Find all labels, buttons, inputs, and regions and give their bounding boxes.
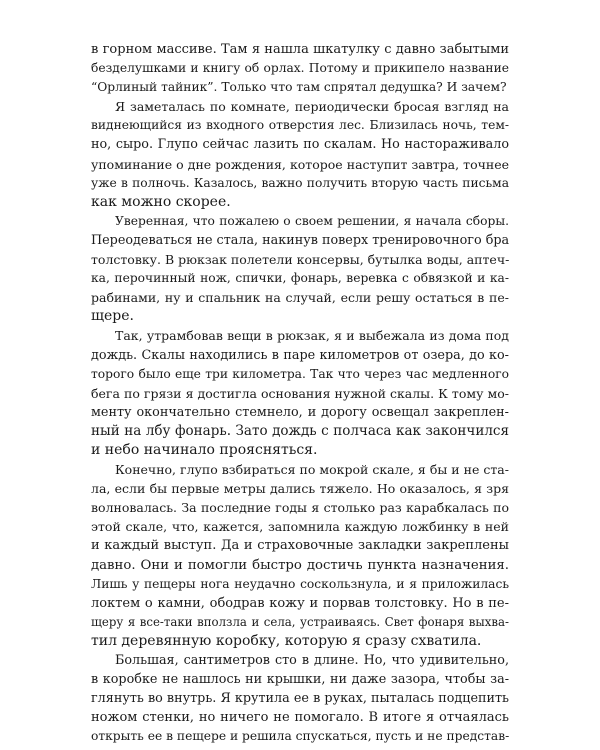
text-line: менту окончательно стемнело, и дорогу освещал закреплен- (91, 404, 509, 420)
text-line: локтем о камни, ободрав кожу и порвав толстовку. Но в пе- (91, 595, 509, 611)
text-line: дождь. Скалы находились в паре километров от озера, до ко- (91, 347, 509, 363)
text-line: торого было еще три километра. Так что через час медленного (91, 366, 509, 381)
text-line: Большая, сантиметров сто в длине. Но, что удивительно, (115, 653, 509, 668)
text-line: виднеющийся из входного отверстия лес. Близилась ночь, тем- (91, 118, 509, 133)
text-line: толстовку. В рюкзак полетели консервы, бутылка воды, аптеч- (91, 252, 510, 268)
text-line: бега по грязи я достигла основания нужной скалы. К тому мо- (91, 385, 509, 401)
text-line: щеру я все-таки вползла и села, устраиваясь. Свет фонаря выхва- (91, 614, 509, 629)
paragraph-4 (91, 326, 509, 460)
text-line: как можно скорее. (91, 193, 231, 210)
text-line: ка, перочинный нож, спички, фонарь, веревка с обвязкой и ка- (91, 271, 509, 286)
text-line: тил деревянную коробку, которую я сразу схватила. (91, 632, 482, 649)
text-line: “Орлиный тайник”. Только что там спрятал дедушка? И зачем? (91, 80, 507, 95)
text-line: волновалась. За последние годы я столько раз карабкалась по (91, 500, 509, 516)
text-line: в коробке не нашлось ни крышки, ни даже зазора, чтобы за- (91, 672, 509, 688)
paragraph-3 (91, 212, 509, 327)
text-line: глянуть во внутрь. Я крутила ее в руках, пыталась подцепить (91, 691, 509, 707)
text-line: Переодеваться не стала, накинув поверх тренировочного бра (91, 232, 510, 248)
text-line: рабинами, ну и спальник на случай, если решу остаться в пе- (91, 290, 509, 306)
text-line: упоминание о дне рождения, которое наступит завтра, точнее (91, 156, 509, 172)
text-line: ный на лбу фонарь. Зато дождь с полчаса как закончился (91, 422, 509, 439)
book-page-text (91, 40, 509, 746)
text-line: безделушками и книгу об орлах. Потому и прикипело название (91, 61, 509, 76)
text-line: этой скале, что, кажется, запомнила каждую ложбинку в ней (91, 519, 509, 535)
paragraph-5 (91, 460, 509, 651)
text-line: в горном массиве. Там я нашла шкатулку с давно забытыми (91, 42, 509, 57)
text-line: Лишь у пещеры нога неудачно соскользнула, и я приложилась (91, 576, 509, 591)
paragraph-6 (91, 651, 509, 746)
paragraph-2 (91, 97, 509, 212)
text-line: и каждый выступ. Да и страховочные закладки закреплены (91, 538, 509, 554)
text-line: щере. (91, 308, 134, 325)
text-line: открыть ее в пещере и решила спускаться, пусть и не представ- (91, 729, 510, 744)
text-line: Конечно, глупо взбираться по мокрой скале, я бы и не ста- (115, 462, 509, 478)
text-line: Так, утрамбовав вещи в рюкзак, я и выбежала из дома под (115, 328, 509, 344)
paragraph-1 (91, 40, 509, 97)
text-line: но, сыро. Глупо сейчас лазить по скалам. Но настораживало (91, 137, 509, 153)
text-line: Уверенная, что пожалею о своем решении, я начала сборы. (115, 213, 509, 228)
text-line: Я заметалась по комнате, периодически бросая взгляд на (115, 99, 509, 115)
text-line: уже в полночь. Казалось, важно получить вторую часть письма (91, 175, 509, 190)
text-line: ла, если бы первые метры дались тяжело. Но оказалось, я зря (91, 481, 509, 497)
text-line: и небо начинало проясняться. (91, 441, 318, 458)
text-line: давно. Они и помогли быстро достичь пункта назначения. (91, 557, 509, 573)
text-line: ножом стенки, но ничего не помогало. В итоге я отчаялась (91, 710, 509, 726)
